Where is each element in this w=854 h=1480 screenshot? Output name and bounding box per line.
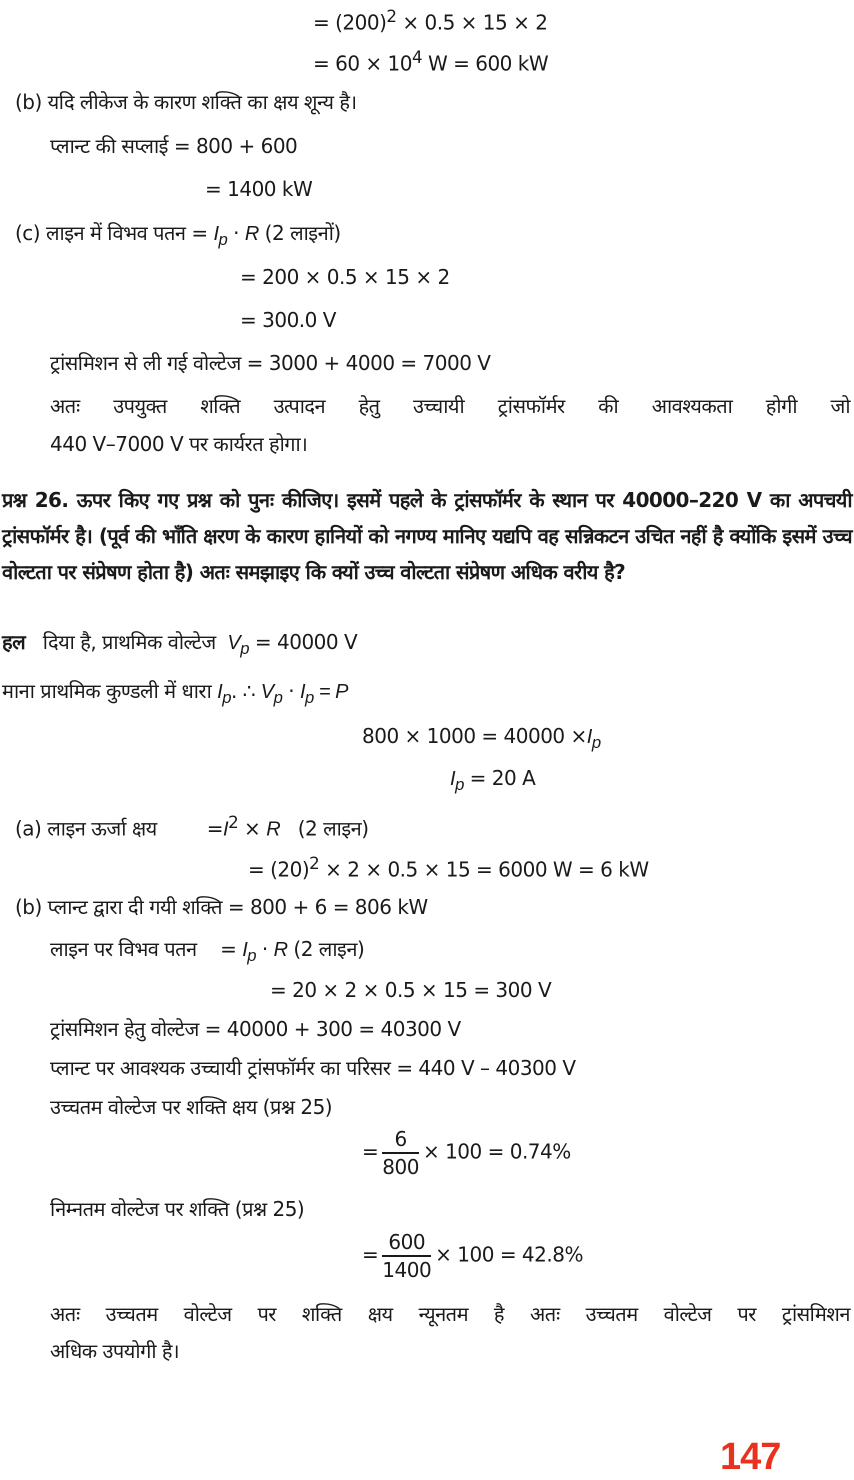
eq-text: × 0.5 × 15 × 2	[396, 10, 548, 35]
text: = P	[313, 681, 348, 703]
final-conclusion: अधिक उपयोगी है।	[50, 1339, 180, 1363]
superscript: 2	[309, 854, 320, 873]
page-number: 147	[720, 1436, 781, 1478]
superscript: 4	[412, 48, 423, 67]
let-current	[2, 678, 348, 711]
eq-text: = (200)	[313, 10, 387, 35]
subscript: p	[455, 775, 464, 794]
text: दिया है, प्राथमिक वोल्टेज	[42, 630, 216, 654]
var: V	[260, 681, 274, 703]
equation-line	[362, 723, 601, 756]
text: = (20)	[248, 857, 310, 882]
fraction	[382, 1126, 419, 1180]
text: × 2 × 0.5 × 15 = 6000 W = 6 kW	[319, 857, 649, 882]
equation-line	[450, 765, 535, 798]
text: ·	[227, 221, 245, 245]
low-voltage-loss: निम्नतम वोल्टेज पर शक्ति (प्रश्न 25)	[50, 1197, 305, 1221]
part-a-line	[15, 810, 369, 843]
text: ·	[282, 679, 300, 703]
superscript: 2	[228, 813, 239, 832]
subscript: p	[240, 639, 250, 658]
text: × 100 = 42.8%	[435, 1242, 583, 1267]
transformer-range: प्लान्ट पर आवश्यक उच्चायी ट्रांसफॉर्मर का परिसर = 440 V – 40300 V	[50, 1056, 576, 1080]
transmission-voltage: ट्रांसमिशन हेतु वोल्टेज = 40000 + 300 = 40300 V	[50, 1017, 461, 1041]
part-b-heading: (b) यदि लीकेज के कारण शक्ति का क्षय शून्य है।	[15, 90, 357, 114]
subscript: p	[222, 688, 231, 707]
text: (a) लाइन ऊर्जा क्षय	[15, 816, 157, 841]
fraction-line	[362, 1229, 583, 1283]
eq-text: W = 600 kW	[422, 51, 549, 76]
final-conclusion: अतः उच्चतम वोल्टेज पर शक्ति क्षय न्यूनतम है अतः उच्चतम वोल्टेज पर ट्रांसमिशन	[50, 1302, 850, 1326]
solution-label: हल	[2, 630, 26, 654]
denominator: 1400	[382, 1258, 432, 1282]
denominator: 800	[382, 1155, 419, 1179]
var: I	[450, 768, 456, 790]
solution-given	[2, 629, 357, 662]
var: I	[213, 223, 219, 245]
subscript: p	[218, 230, 228, 249]
eq-text: = 60 × 10	[313, 51, 412, 76]
var: R	[266, 818, 281, 841]
question-26	[2, 482, 852, 590]
plant-supply: प्लान्ट की सप्लाई = 800 + 600	[50, 134, 298, 158]
var: R	[273, 939, 288, 961]
text: (c) लाइन में विभव पतन =	[15, 221, 214, 245]
text: ·	[256, 937, 274, 961]
calc-line: = 200 × 0.5 × 15 × 2	[240, 265, 450, 289]
calc-result: = 300.0 V	[240, 308, 336, 332]
text: माना प्राथमिक कुण्डली में धारा	[2, 679, 212, 703]
transmission-voltage: ट्रांसमिशन से ली गई वोल्टेज = 3000 + 4000 = 7000 V	[50, 351, 491, 375]
var: I	[586, 726, 592, 748]
part-c-heading	[15, 220, 341, 253]
var: R	[244, 223, 259, 245]
text: =	[362, 1139, 379, 1164]
text: × 100 = 0.74%	[422, 1139, 571, 1164]
conclusion-line: अतः उपयुक्त शक्ति उत्पादन हेतु उच्चायी ट्रांसफॉर्मर की आवश्यकता होगी जो	[50, 394, 850, 418]
text: =	[220, 937, 243, 961]
var: I	[217, 681, 223, 703]
superscript: 2	[386, 7, 397, 26]
voltage-drop-line	[50, 936, 364, 969]
text: (2 लाइन)	[287, 937, 365, 961]
question-label: प्रश्न 26.	[2, 488, 69, 512]
part-b-line: (b) प्लान्ट द्वारा दी गयी शक्ति = 800 + 6 = 806 kW	[15, 895, 428, 919]
numerator: 6	[382, 1126, 419, 1154]
text: =	[362, 1242, 379, 1267]
numerator: 600	[382, 1229, 431, 1257]
text: 800 × 1000 = 40000 ×	[362, 724, 587, 748]
subscript: p	[591, 733, 601, 752]
equation-line	[248, 851, 649, 883]
conclusion-line: 440 V–7000 V पर कार्यरत होगा।	[50, 432, 308, 456]
var: I	[299, 681, 306, 703]
text: = 40000 V	[249, 630, 358, 654]
fraction-line	[362, 1126, 571, 1180]
question-text: ऊपर किए गए प्रश्न को पुनः कीजिए। इसमें पहले के ट्रांसफॉर्मर के स्थान पर 40000–220 V का अपचयी ट्रांसफॉर्मर है। (पूर्व की भाँति क्षरण के कारण हानियों को नगण्य मानिए यद्यपि वह सन्निकटन उचित नहीं है क्योंकि इसमें उच्च वोल्टता पर संप्रेषण होता है) अतः समझाइए कि क्यों उच्च वोल्टता संप्रेषण अधिक वरीय है?	[2, 488, 852, 584]
equation-line: = 20 × 2 × 0.5 × 15 = 300 V	[270, 978, 552, 1002]
text: = 20 A	[463, 766, 536, 790]
var: I	[223, 818, 229, 841]
var: V	[227, 632, 241, 654]
high-voltage-loss: उच्चतम वोल्टेज पर शक्ति क्षय (प्रश्न 25)	[50, 1095, 333, 1119]
subscript: p	[305, 688, 314, 707]
text: लाइन पर विभव पतन	[50, 937, 197, 961]
text: . ∴	[230, 679, 261, 703]
text: (2 लाइनों)	[258, 221, 341, 245]
supply-result: = 1400 kW	[205, 177, 313, 201]
text: (2 लाइन)	[297, 816, 369, 841]
subscript: p	[247, 946, 257, 965]
fraction	[382, 1229, 431, 1283]
text: =	[206, 816, 224, 841]
equation-line	[313, 45, 548, 77]
var: I	[242, 939, 248, 961]
equation-line	[313, 4, 547, 36]
text: ×	[238, 816, 267, 841]
subscript: p	[273, 688, 283, 707]
